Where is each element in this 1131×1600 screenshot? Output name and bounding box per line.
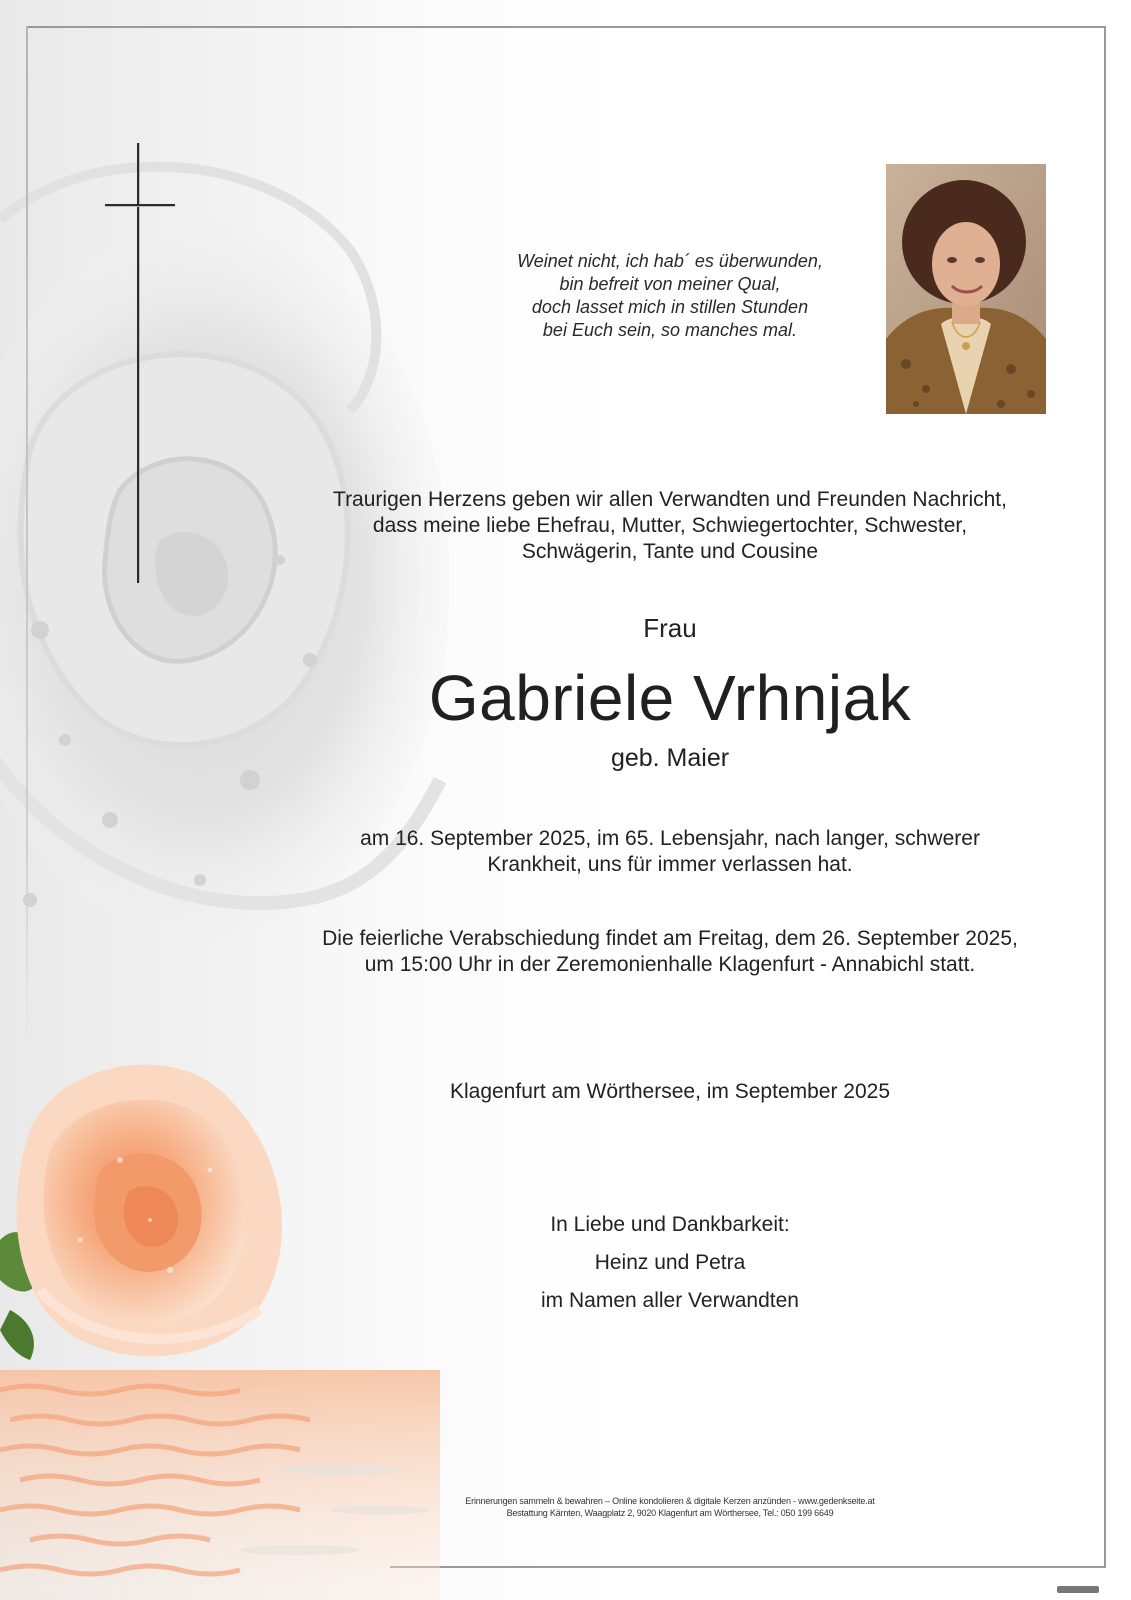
poem-line: bin befreit von meiner Qual,	[559, 274, 781, 294]
corner-mark	[1057, 1586, 1099, 1593]
poem-line: Weinet nicht, ich hab´ es überwunden,	[517, 251, 823, 271]
footer-line: Bestattung Kärnten, Waagplatz 2, 9020 Klagenfurt am Wörthersee, Tel.: 050 199 6649	[506, 1508, 834, 1518]
poem-line: doch lasset mich in stillen Stunden	[531, 297, 809, 317]
intro-line: Schwägerin, Tante und Cousine	[521, 540, 819, 563]
funeral-line: um 15:00 Uhr in der Zeremonienhalle Klagenfurt - Annabichl statt.	[364, 953, 976, 976]
frame-top-line	[26, 26, 1106, 28]
signature-line: In Liebe und Dankbarkeit:	[550, 1213, 790, 1236]
frame-bottom-line	[390, 1566, 1106, 1568]
frame-right-line	[1104, 26, 1106, 1568]
death-notice	[280, 826, 1060, 878]
peach-rose-image	[0, 1040, 440, 1600]
death-line: am 16. September 2025, im 65. Lebensjahr, nach langer, schwerer	[360, 827, 980, 850]
death-line: Krankheit, uns für immer verlassen hat.	[487, 853, 853, 876]
poem-verse	[280, 250, 1060, 342]
funeral-line: Die feierliche Verabschiedung findet am Freitag, dem 26. September 2025,	[322, 927, 1018, 950]
intro-line: dass meine liebe Ehefrau, Mutter, Schwiegertochter, Schwester,	[372, 514, 968, 537]
deceased-name: Gabriele Vrhnjak	[428, 662, 912, 734]
birth-name: geb. Maier	[610, 744, 730, 772]
cross-icon	[105, 143, 175, 583]
place-date: Klagenfurt am Wörthersee, im September 2025	[449, 1080, 891, 1103]
intro-line: Traurigen Herzens geben wir allen Verwandten und Freunden Nachricht,	[333, 488, 1007, 511]
frame-left-line	[26, 26, 28, 1046]
name-prefix: Frau	[643, 613, 697, 643]
announcement-intro	[280, 487, 1060, 565]
poem-line: bei Euch sein, so manches mal.	[542, 320, 798, 340]
funeral-info	[280, 926, 1060, 978]
signature-line: im Namen aller Verwandten	[541, 1289, 799, 1312]
signature-line: Heinz und Petra	[594, 1251, 746, 1274]
footer-line: Erinnerungen sammeln & bewahren – Online kondolieren & digitale Kerzen anzünden - www.gedenkseite.at	[465, 1496, 875, 1506]
